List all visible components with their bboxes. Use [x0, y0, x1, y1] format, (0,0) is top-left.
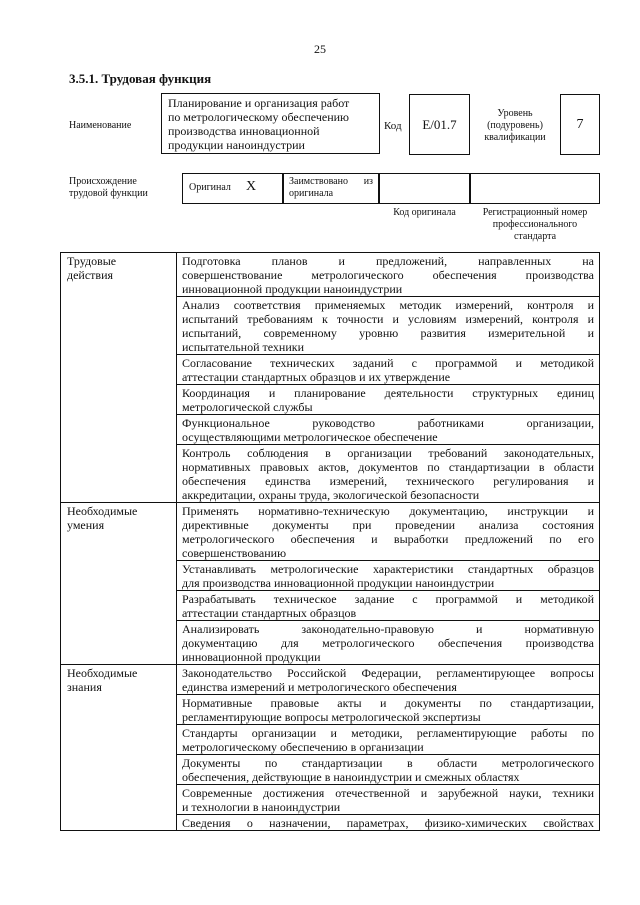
item-line: метрологического обеспечения и выработки предложений по его	[182, 532, 594, 546]
category-line: Необходимые	[67, 504, 138, 518]
function-details-table	[60, 252, 600, 831]
original-code-box	[379, 173, 470, 204]
level-value: 7	[560, 94, 600, 155]
item-line: Стандарты организации и методики, регламентирующие работы по	[182, 726, 594, 740]
item-cell	[177, 415, 600, 445]
borrowed-box	[283, 173, 379, 204]
item-line: нормативных правовых актов, документов по стандартизации в области	[182, 460, 594, 474]
item-line: инновационной продукции наноиндустрии	[182, 282, 403, 296]
function-name-line: по метрологическому обеспечению	[168, 110, 349, 124]
item-line: и технологии в наноиндустрии	[182, 800, 341, 814]
item-cell	[177, 253, 600, 297]
item-cell	[177, 815, 600, 831]
reg-label-line: стандарта	[513, 231, 557, 242]
item-line: Нормативные правовые акты и документы по стандартизации,	[182, 696, 594, 710]
item-line: аттестации стандартных образцов и их утверждение	[182, 370, 451, 384]
item-line: Анализировать законодательно-правовую и нормативную	[182, 622, 594, 636]
origin-label-line: Происхождение	[69, 176, 137, 187]
item-cell	[177, 355, 600, 385]
category-cell	[61, 503, 177, 665]
section-title: 3.5.1. Трудовая функция	[69, 71, 212, 86]
origin-label	[69, 176, 148, 200]
table-row	[61, 503, 600, 561]
item-cell	[177, 297, 600, 355]
item-cell	[177, 385, 600, 415]
item-line: Сведения о назначении, параметрах, физико-химических свойствах	[182, 816, 594, 830]
item-cell	[177, 755, 600, 785]
item-line: для производства инновационной продукции наноиндустрии	[182, 576, 495, 590]
item-line: осуществляющими метрологическое обеспечение	[182, 430, 438, 444]
item-cell	[177, 561, 600, 591]
item-cell	[177, 591, 600, 621]
name-label: Наименование	[69, 120, 132, 131]
item-cell	[177, 695, 600, 725]
item-cell	[177, 503, 600, 561]
code-original-label: Код оригинала	[393, 207, 456, 218]
item-line: испытательной техники	[182, 340, 305, 354]
item-cell	[177, 785, 600, 815]
item-line: Современные достижения отечественной и зарубежной науки, техники	[182, 786, 594, 800]
function-name-box	[161, 93, 380, 154]
item-line: единства измерений и метрологического обеспечения	[182, 680, 457, 694]
item-line: инновационной продукции	[182, 650, 321, 664]
item-line: Контроль соблюдения в организации требований законодательных,	[182, 446, 594, 460]
category-line: Трудовые	[67, 254, 117, 268]
item-line: Согласование технических заданий с программой и методикой	[182, 356, 594, 370]
item-line: документацию для метрологического обеспечения производства	[182, 636, 594, 650]
item-line: обеспечения единства измерений, технического регулирования и	[182, 474, 594, 488]
borrowed-line: Заимствовано из	[289, 176, 373, 187]
item-line: обеспечения, действующие в наноиндустрии и смежных областях	[182, 770, 520, 784]
item-line: Применять нормативно-техническую документацию, инструкции и	[182, 504, 594, 518]
category-cell	[61, 665, 177, 831]
code-label: Код	[384, 120, 402, 132]
category-line: знания	[67, 680, 102, 694]
item-line: Координация и планирование деятельности структурных единиц	[182, 386, 594, 400]
item-cell	[177, 665, 600, 695]
level-label-line: (подуровень)	[487, 120, 543, 131]
table-row	[61, 253, 600, 297]
item-line: Устанавливать метрологические характеристики стандартных образцов	[182, 562, 594, 576]
borrowed-line: оригинала	[289, 188, 334, 199]
item-line: Подготовка планов и предложений, направленных на	[182, 254, 594, 268]
item-line: совершенствованию	[182, 546, 287, 560]
function-name-line: Планирование и организация работ	[168, 96, 350, 110]
original-label: Оригинал	[189, 182, 231, 193]
item-line: совершенствование метрологического обеспечения производства	[182, 268, 594, 282]
category-line: умения	[67, 518, 105, 532]
level-label-line: Уровень	[497, 108, 533, 119]
item-line: Документы по стандартизации в области метрологического	[182, 756, 594, 770]
item-line: испытаний, современному уровню развития измерительной и	[182, 326, 594, 340]
item-line: метрологической службы	[182, 400, 313, 414]
category-line: действия	[67, 268, 114, 282]
original-box	[182, 173, 283, 204]
registration-number-label	[470, 207, 600, 243]
item-line: Законодательство Российской Федерации, регламентирующее вопросы	[182, 666, 594, 680]
item-line: Функциональное руководство работниками организации,	[182, 416, 594, 430]
origin-label-line: трудовой функции	[69, 188, 148, 199]
item-line: Разрабатывать техническое задание с программой и методикой	[182, 592, 594, 606]
page-number: 25	[314, 42, 326, 56]
item-line: Анализ соответствия применяемых методик измерений, контроля и	[182, 298, 594, 312]
category-cell	[61, 253, 177, 503]
code-value: E/01.7	[409, 94, 470, 155]
original-mark: X	[246, 179, 257, 194]
item-line: регламентирующие вопросы метрологической экспертизы	[182, 710, 481, 724]
category-line: Необходимые	[67, 666, 138, 680]
reg-label-line: профессионального	[492, 219, 578, 230]
function-name-line: продукции наноиндустрии	[168, 138, 305, 152]
item-line: метрологическому обеспечению в организации	[182, 740, 424, 754]
item-line: испытаний требованиям к точности и условиям измерений, контроля и	[182, 312, 594, 326]
item-cell	[177, 725, 600, 755]
item-line: аттестации стандартных образцов	[182, 606, 357, 620]
item-cell	[177, 621, 600, 665]
function-name-line: производства инновационной	[168, 124, 320, 138]
item-line: аккредитации, охраны труда, экологической безопасности	[182, 488, 480, 502]
level-label-line: квалификации	[484, 132, 546, 143]
reg-label-line: Регистрационный номер	[482, 207, 588, 218]
item-line: директивные документы при проведении анализа состояния	[182, 518, 594, 532]
item-cell	[177, 445, 600, 503]
registration-number-box	[470, 173, 600, 204]
level-label	[476, 108, 554, 144]
table-row	[61, 665, 600, 695]
